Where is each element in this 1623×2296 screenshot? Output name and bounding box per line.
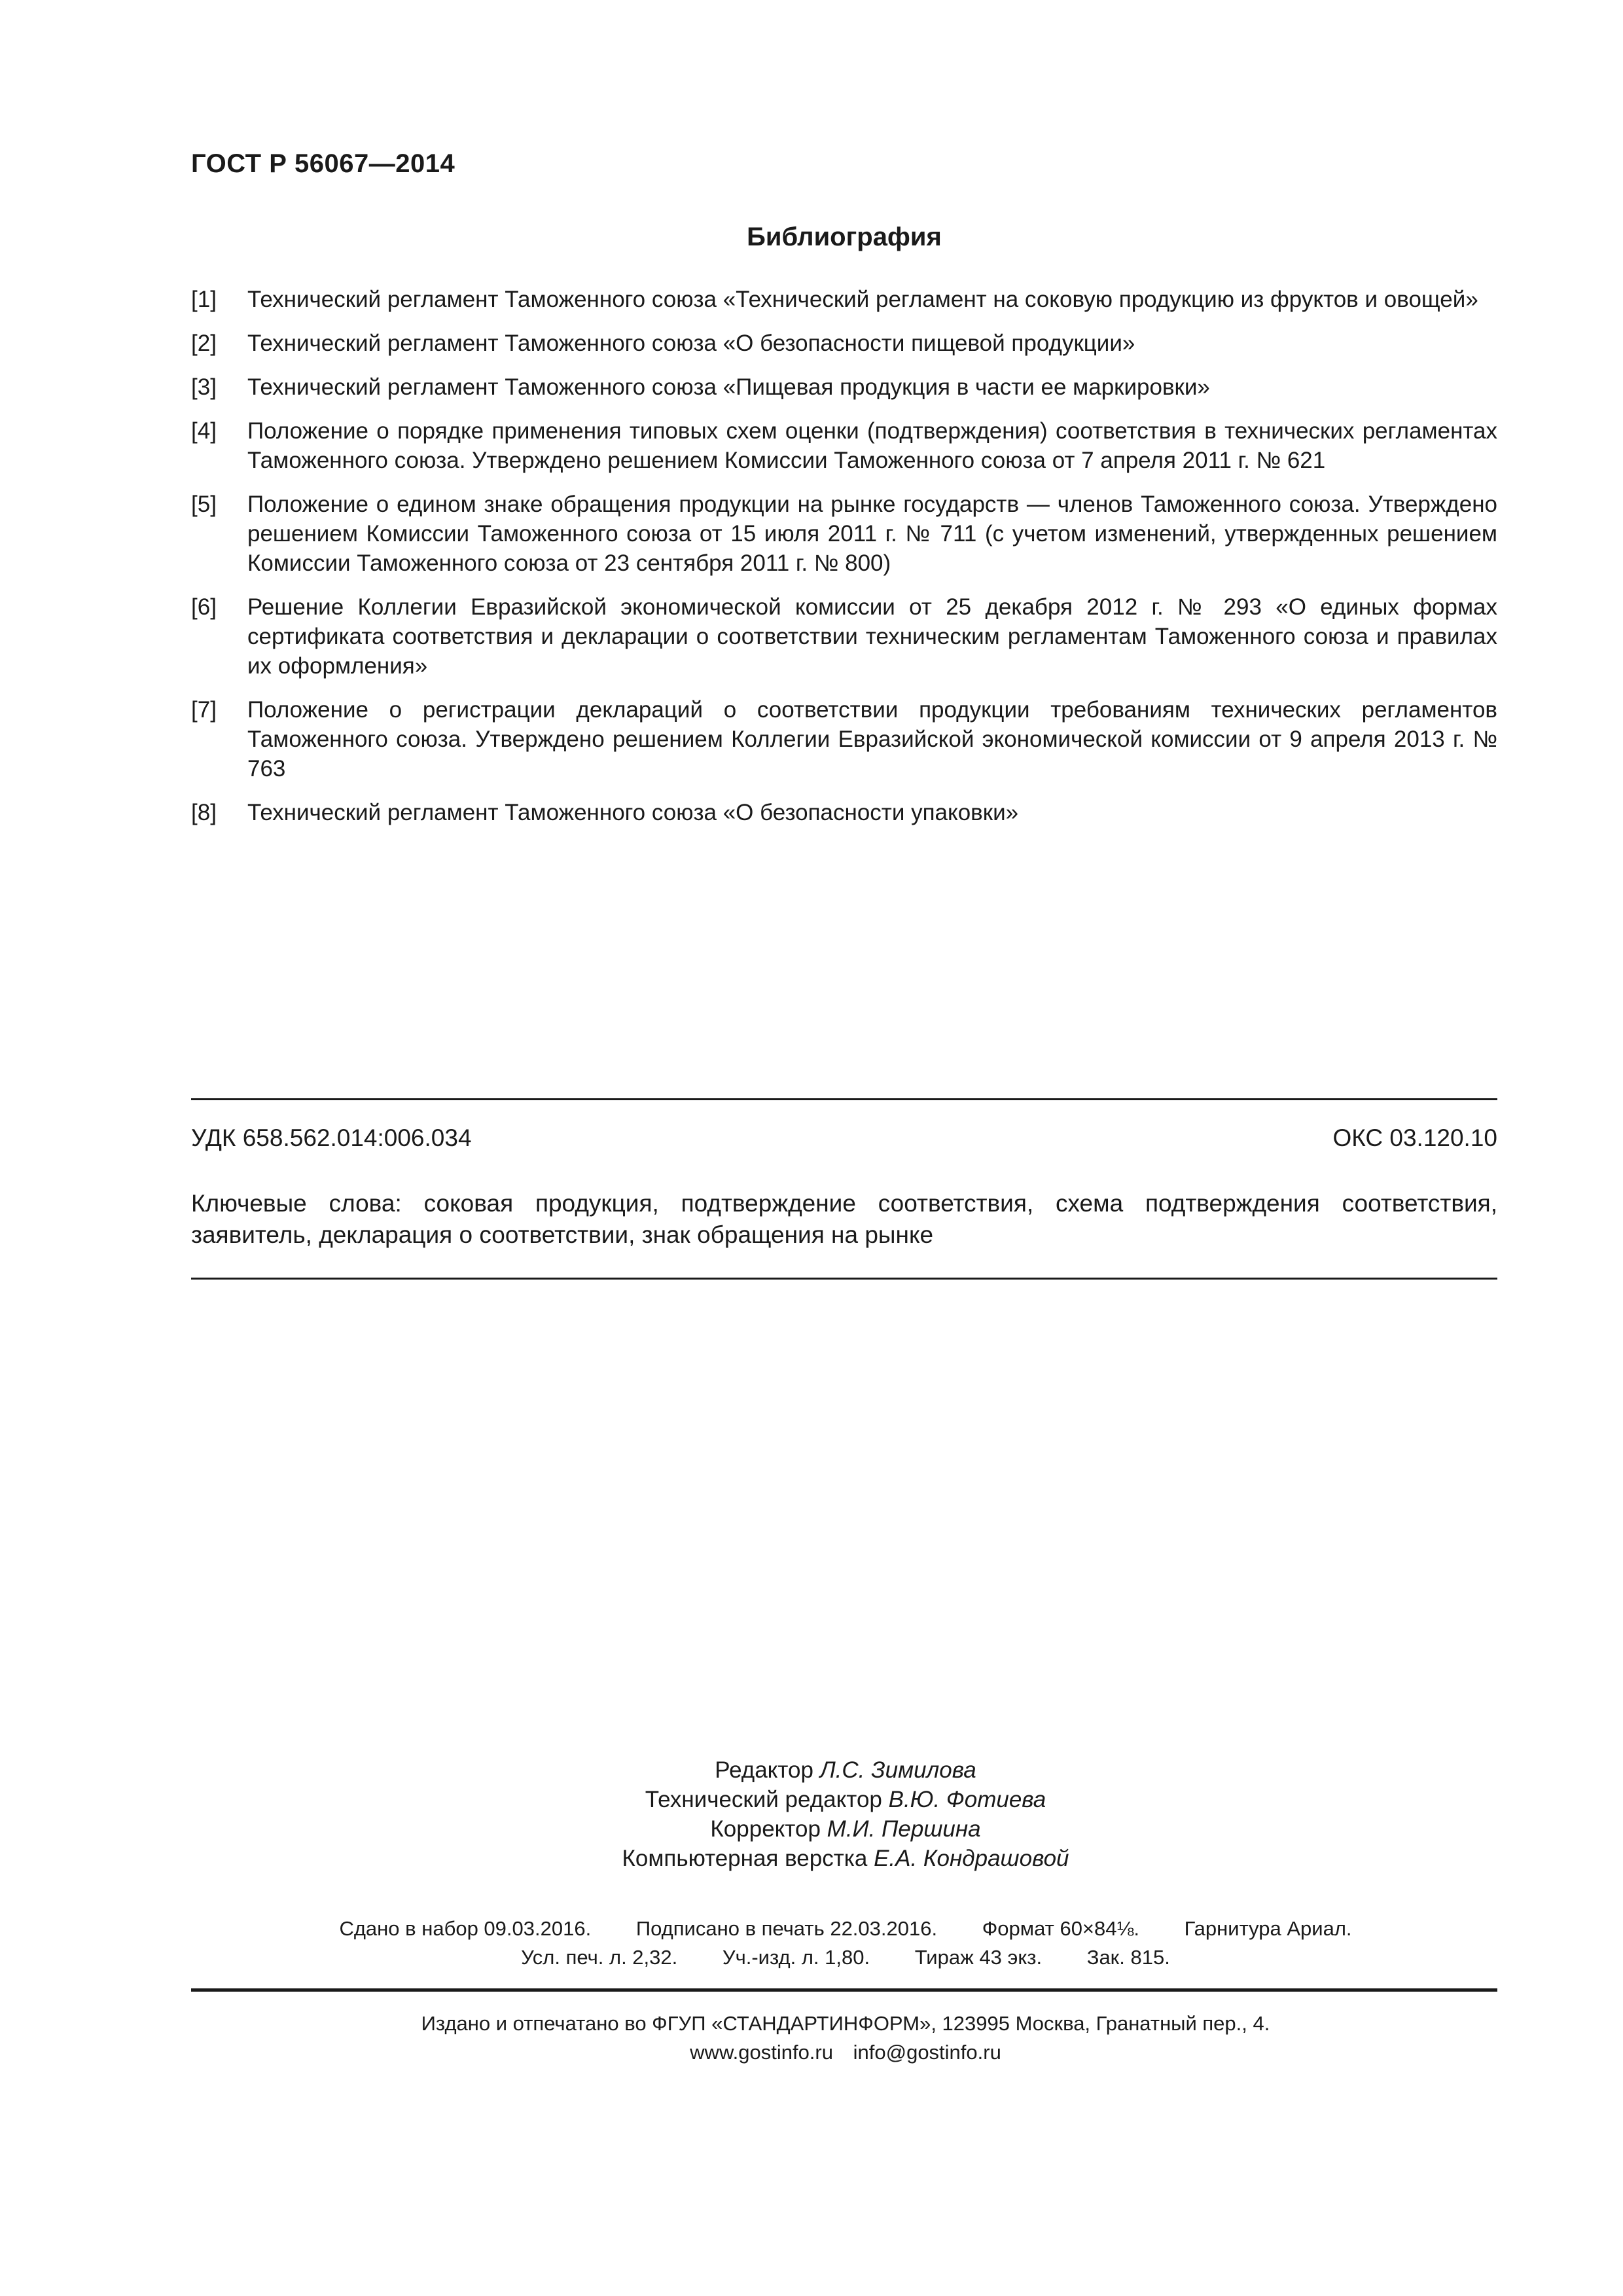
bibliography-item [191,695,1497,783]
keywords: Ключевые слова: соковая продукция, подтверждение соответствия, схема подтверждения соответствия, заявитель, декларация о соответствии, знак обращения на рынке [191,1190,1497,1248]
credit-line [191,1844,1500,1873]
bibliography-item-number: [2] [191,331,217,356]
bibliography-item-text: Технический регламент Таможенного союза «О безопасности упаковки» [247,800,1019,825]
bibliography-item-number: [4] [191,418,217,444]
bibliography-title: Библиография [747,223,942,251]
bibliography-item [191,592,1497,681]
credit-name: Л.С. Зимилова [819,1757,976,1783]
bibliography-item-number: [5] [191,492,217,517]
bibliography-item [191,372,1497,402]
bibliography-item [191,416,1497,475]
bibliography-item-number: [8] [191,800,217,825]
bibliography-item-text: Технический регламент Таможенного союза «Технический регламент на соковую продукцию из фруктов и овощей» [247,287,1478,312]
publisher-line: Издано и отпечатано во ФГУП «СТАНДАРТИНФОРМ», 123995 Москва, Гранатный пер., 4. [421,2012,1270,2035]
email-link[interactable]: info@gostinfo.ru [853,2041,1001,2064]
credit-role: Корректор [710,1816,821,1842]
bibliography-item [191,490,1497,578]
bibliography-item [191,329,1497,358]
credit-role: Редактор [715,1757,813,1783]
divider-publisher [191,1988,1497,1992]
bibliography-item-number: [1] [191,287,217,312]
print-info-line [191,1943,1500,1972]
paper-format: Формат 60×84⅛. [982,1917,1139,1940]
print-sheets: Усл. печ. л. 2,32. [521,1946,678,1969]
oks-code: ОКС 03.120.10 [1332,1124,1497,1151]
print-info-line [191,1914,1500,1943]
bibliography-list [191,285,1497,842]
bibliography-item [191,798,1497,827]
bibliography-item-text: Положение о регистрации деклараций о соответствии продукции требованиям технических регламентов Таможенного союза. Утверждено решением Коллегии Евразийской экономической комиссии от 9 апреля 2013 г. № 763 [247,697,1497,781]
udk-code: УДК 658.562.014:006.034 [191,1124,472,1151]
publisher-info [191,2009,1500,2067]
document-code: ГОСТ Р 56067—2014 [191,149,455,178]
typeface: Гарнитура Ариал. [1184,1917,1352,1940]
bibliography-item-text: Решение Коллегии Евразийской экономической комиссии от 25 декабря 2012 г. № 293 «О единых формах сертификата соответствия и декларации о соответствии техническим регламентам Таможенного союза и правилах их оформления» [247,594,1497,679]
bibliography-item-text: Технический регламент Таможенного союза «Пищевая продукция в части ее маркировки» [247,374,1210,400]
credit-name: В.Ю. Фотиева [888,1787,1046,1812]
publishing-sheets: Уч.-изд. л. 1,80. [722,1946,870,1969]
bibliography-item [191,285,1497,314]
bibliography-item-number: [7] [191,697,217,723]
order-number: Зак. 815. [1086,1946,1170,1969]
credit-role: Компьютерная верстка [622,1846,868,1871]
print-info [191,1914,1500,1972]
credit-name: М.И. Першина [827,1816,981,1842]
signed-date: Подписано в печать 22.03.2016. [635,1917,938,1940]
divider-bottom [191,1278,1497,1280]
credit-line [191,1814,1500,1844]
credit-role: Технический редактор [645,1787,882,1812]
editorial-credits [191,1755,1500,1873]
bibliography-item-text: Технический регламент Таможенного союза «О безопасности пищевой продукции» [247,331,1135,356]
divider-top [191,1098,1497,1100]
bibliography-item-number: [6] [191,594,217,620]
credit-name: Е.А. Кондрашовой [874,1846,1069,1871]
circulation: Тираж 43 экз. [914,1946,1043,1969]
bibliography-item-text: Положение о едином знаке обращения продукции на рынке государств — членов Таможенного союза. Утверждено решением Комиссии Таможенного союза от 15 июля 2011 г. № 711 (с учетом изменений, утвержденных решением Комиссии Таможенного союза от 23 сентября 2011 г. № 800) [247,492,1497,576]
publisher-contacts [191,2038,1500,2067]
submitted-date: Сдано в набор 09.03.2016. [339,1917,592,1940]
bibliography-item-number: [3] [191,374,217,400]
website-link[interactable]: www.gostinfo.ru [690,2041,833,2064]
classification-codes [191,1124,1497,1152]
credit-line [191,1785,1500,1814]
bibliography-item-text: Положение о порядке применения типовых схем оценки (подтверждения) соответствия в технических регламентах Таможенного союза. Утверждено решением Комиссии Таможенного союза от 7 апреля 2011 г. № 621 [247,418,1497,473]
credit-line [191,1755,1500,1785]
